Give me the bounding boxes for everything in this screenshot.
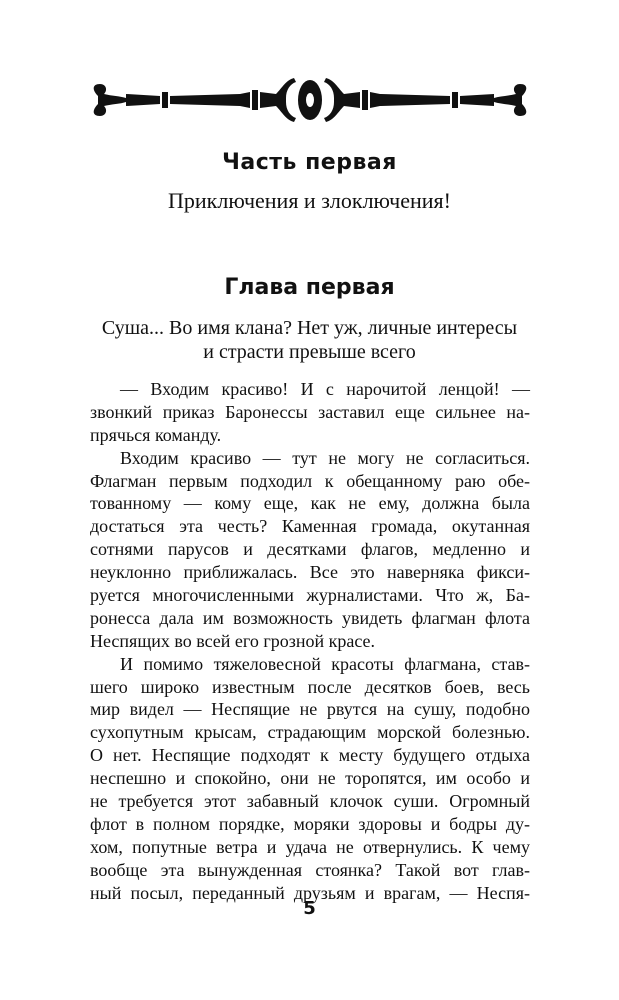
text-line: достаться эта честь? Каменная громада, окутанная [90, 516, 530, 537]
chapter-subtitle [0, 316, 619, 364]
chapter-subtitle-line: и страсти превыше всего [203, 341, 416, 363]
text-line: звонкий приказ Баронессы заставил еще сильнее на- [90, 401, 530, 422]
chapter-title: Глава первая [224, 275, 395, 300]
text-line: О нет. Неспящие подходят к месту будущего отдыха [90, 745, 530, 766]
chapter-subtitle-line: Суша... Во имя клана? Нет уж, личные интересы [101, 317, 518, 339]
text-line: шего широко известным после десятков боев, весь [90, 676, 530, 697]
text-line: хом, попутные ветра и удача не отвернулись. К чему [90, 836, 530, 857]
part-subtitle: Приключения и злоключения! [168, 188, 451, 213]
text-line: вообще эта вынужденная стоянка? Такой вот глав- [90, 859, 530, 880]
text-line: ный посыл, переданный друзьям и врагам, — Неспя- [90, 882, 530, 903]
text-line: неспешно и спокойно, они не торопятся, им особо и [90, 768, 530, 789]
text-line: тованному — кому еще, как не ему, должна была [90, 493, 530, 514]
text-line: ронесса дала им возможность увидеть флагман флота [90, 607, 530, 628]
text-line: И помимо тяжеловесной красоты флагмана, став- [120, 653, 530, 674]
text-line: — Входим красиво! И с нарочитой ленцой! — [120, 379, 530, 399]
text-line: сухопутным крысам, страдающим морской болезнью. [90, 722, 530, 743]
ornament-divider-icon [90, 70, 530, 130]
page-number: 5 [303, 898, 316, 919]
text-line: Флагман первым подходил к обещанному раю обе- [90, 470, 530, 491]
text-line: сотнями парусов и десятками флагов, медленно и [90, 539, 530, 560]
part-title: Часть первая [222, 150, 397, 175]
text-line: не требуется этот забавный клочок суши. Огромный [90, 791, 530, 812]
text-line: Неспящих во всей его грозной красе. [90, 630, 376, 651]
body-text [90, 378, 530, 904]
text-line: флот в полном порядке, моряки здоровы и бодры ду- [90, 813, 530, 834]
text-line: прячься команду. [90, 424, 222, 445]
text-line: Входим красиво — тут не могу не согласиться. [120, 447, 530, 468]
text-line: мир видел — Неспящие не рвутся на сушу, подобно [90, 699, 530, 720]
text-line: неуклонно приближалась. Все это наверняка фикси- [90, 562, 530, 583]
text-line: руется многочисленными журналистами. Что ж, Ба- [90, 585, 530, 606]
